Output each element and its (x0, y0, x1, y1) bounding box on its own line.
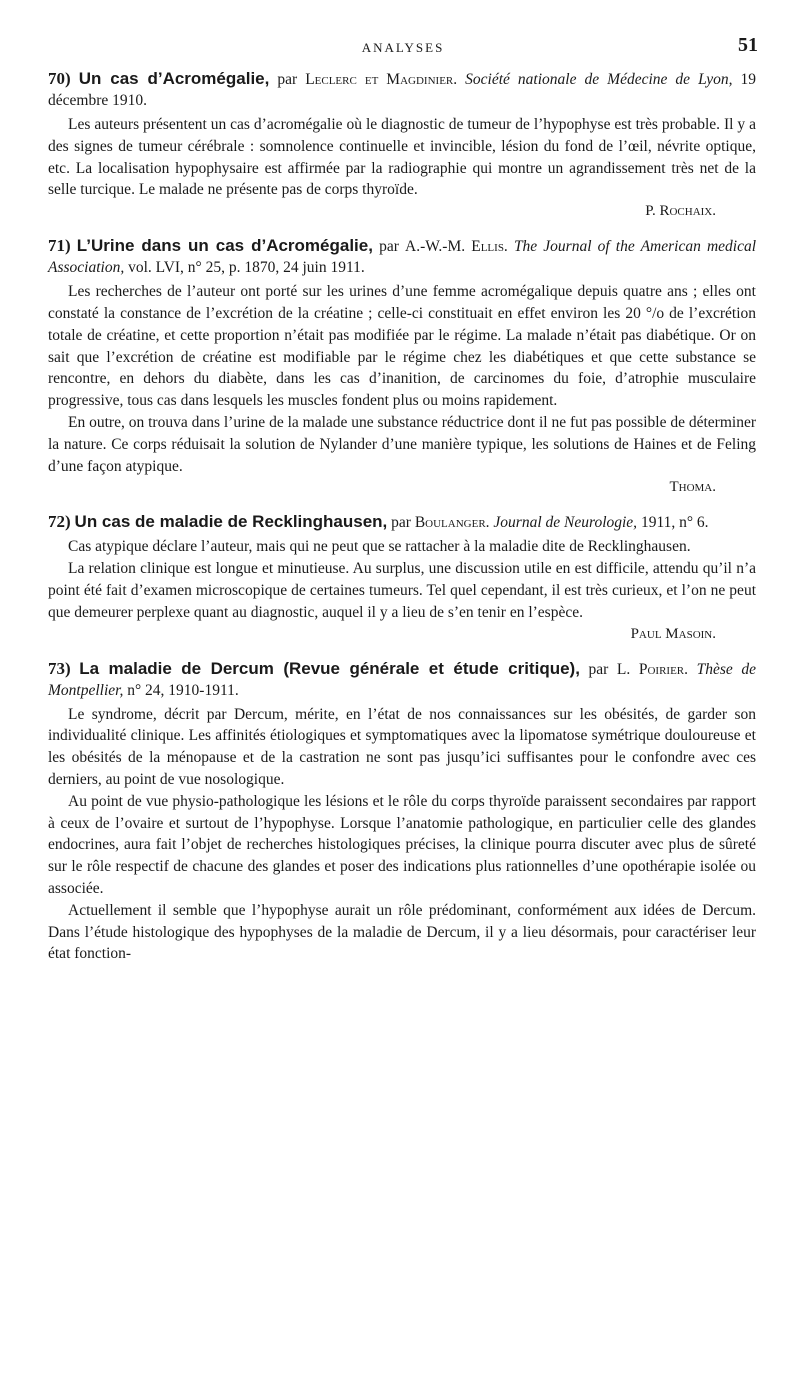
article-title: Un cas d’Acromégalie, (78, 69, 270, 88)
article-title: La maladie de Dercum (Revue générale et étude critique), (79, 658, 580, 678)
article-authors: Boulanger. (414, 514, 490, 532)
article-journal: Thèse de Montpellier, (48, 660, 756, 699)
article-heading (48, 511, 756, 533)
article-paragraph: Actuellement il semble que l’hypophyse aurait un rôle prédominant, conformément aux idées de Dercum. Dans l’étude histologique des hypophyses de la maladie de Dercum, il y a lieu désormais, pour caractériser leur état fonction- (48, 901, 756, 963)
article-paragraph: Les auteurs présentent un cas d’acromégalie où le diagnostic de tumeur de l’hypophyse est très probable. Il y a des signes de tumeur cérébrale : somnolence continuelle et invincible, lésion du fond de l’œil, névrite optique, etc. La localisation hypophysaire est affirmée par la radiographie qui montre un agrandissement très net de la selle turcique. Le malade ne présente pas de corps thyroïde. (48, 116, 756, 199)
article-paragraph: Le syndrome, décrit par Dercum, mérite, en l’état de nos connaissances sur les obésités, de garder son individualité clinique. Les affinités étiologiques et symptomatiques avec la lipomatose symétrique douloureuse et les obésités de la ménopause et de la castration ne sont pas jusqu’ici suffisantes pour le confondre avec ces derniers, au point de vue nosologique. (48, 705, 756, 788)
page-number: 51 (738, 34, 758, 56)
article-70 (48, 68, 756, 221)
article-heading (48, 235, 756, 278)
article-by: par (372, 238, 405, 256)
article-journal: The Journal of the American medical Association, (48, 238, 757, 277)
article-paragraph: La relation clinique est longue et minutieuse. Au surplus, une discussion utile en est difficile, attendu qu’il n’a point été fait d’examen microscopique de certaines tumeurs. Tel quel cependant, il est très curieux, et l’on ne peut que demeurer perplexe quant au diagnostic, auquel il y a lieu de s’en tenir en l’espèce. (48, 560, 756, 621)
article-date: n° 24, 1910-1911. (123, 681, 239, 699)
article-journal: Journal de Neurologie, (493, 514, 638, 532)
article-date: 1911, n° 6. (637, 514, 709, 532)
article-heading (48, 658, 756, 701)
article-authors: L. Poirier. (616, 660, 689, 678)
article-73 (48, 658, 756, 966)
article-paragraph: En outre, on trouva dans l’urine de la malade une substance réductrice dont il ne fut pas possible de déterminer la nature. Ce corps réduisait la solution de Nylander d’une manière typique, les solutions de Haines et de Feling d’une façon atypique. (48, 413, 756, 475)
article-title: Un cas de maladie de Recklinghausen, (74, 512, 388, 532)
running-title: ANALYSES (361, 40, 445, 55)
article-heading (48, 68, 756, 111)
page-content (48, 68, 756, 979)
article-number: 73) (48, 658, 71, 678)
article-number: 72) (48, 512, 71, 532)
article-authors: Leclerc et Magdinier. (305, 71, 458, 88)
article-number: 71) (48, 236, 71, 256)
article-signature: Thoma. (669, 479, 716, 496)
page-header (48, 36, 758, 60)
article-by: par (579, 660, 617, 678)
article-72 (48, 511, 756, 643)
article-signature: Paul Masoin. (630, 625, 716, 642)
article-by: par (269, 71, 306, 88)
article-journal: Société nationale de Médecine de Lyon, (465, 71, 733, 88)
article-by: par (387, 514, 415, 532)
article-71 (48, 235, 756, 497)
article-number: 70) (48, 69, 71, 88)
article-paragraph: Au point de vue physio-pathologique les lésions et le rôle du corps thyroïde paraissent secondaires par rapport à ceux de l’ovaire et surtout de l’hypophyse. Lorsque l’anatomie pathologique, en particulier celle des glandes endocrines, aura fait l’objet de recherches histologiques précises, la clinique pourra discuter avec plus de sûreté sur le rôle respectif de chacune des glandes et poser des indications plus rationnelles d’une opothérapie isolée ou associée. (48, 792, 756, 897)
article-date: vol. LVI, n° 25, p. 1870, 24 juin 1911. (124, 259, 365, 277)
article-authors: A.-W.-M. Ellis. (405, 238, 508, 256)
article-paragraph: Les recherches de l’auteur ont porté sur les urines d’une femme acromégalique depuis quatre ans ; elles ont constaté la constance de l’excrétion de la créatine ; celle-ci constituait en effet environ les 20 °/o de l’excrétion totale de créatine, et cette proportion n’était pas modifiée par le régime. La malade n’était pas diabétique. Or on sait que l’excrétion de créatine est modifiable par le régime chez les diabétiques et que cette substance se rencontre, en dehors du diabète, dans les cas d’inanition, de carcinomes du foie, d’atrophie musculaire progressive, tous cas dans lesquels les muscles fondent plus ou moins rapidement. (48, 283, 756, 410)
article-date: 19 décembre 1910. (48, 71, 757, 109)
article-paragraph: Cas atypique déclare l’auteur, mais qui ne peut que se rattacher à la maladie dite de Recklinghausen. (68, 538, 691, 556)
article-title: L’Urine dans un cas d’Acromégalie, (76, 236, 373, 256)
article-signature: P. Rochaix. (645, 203, 716, 220)
